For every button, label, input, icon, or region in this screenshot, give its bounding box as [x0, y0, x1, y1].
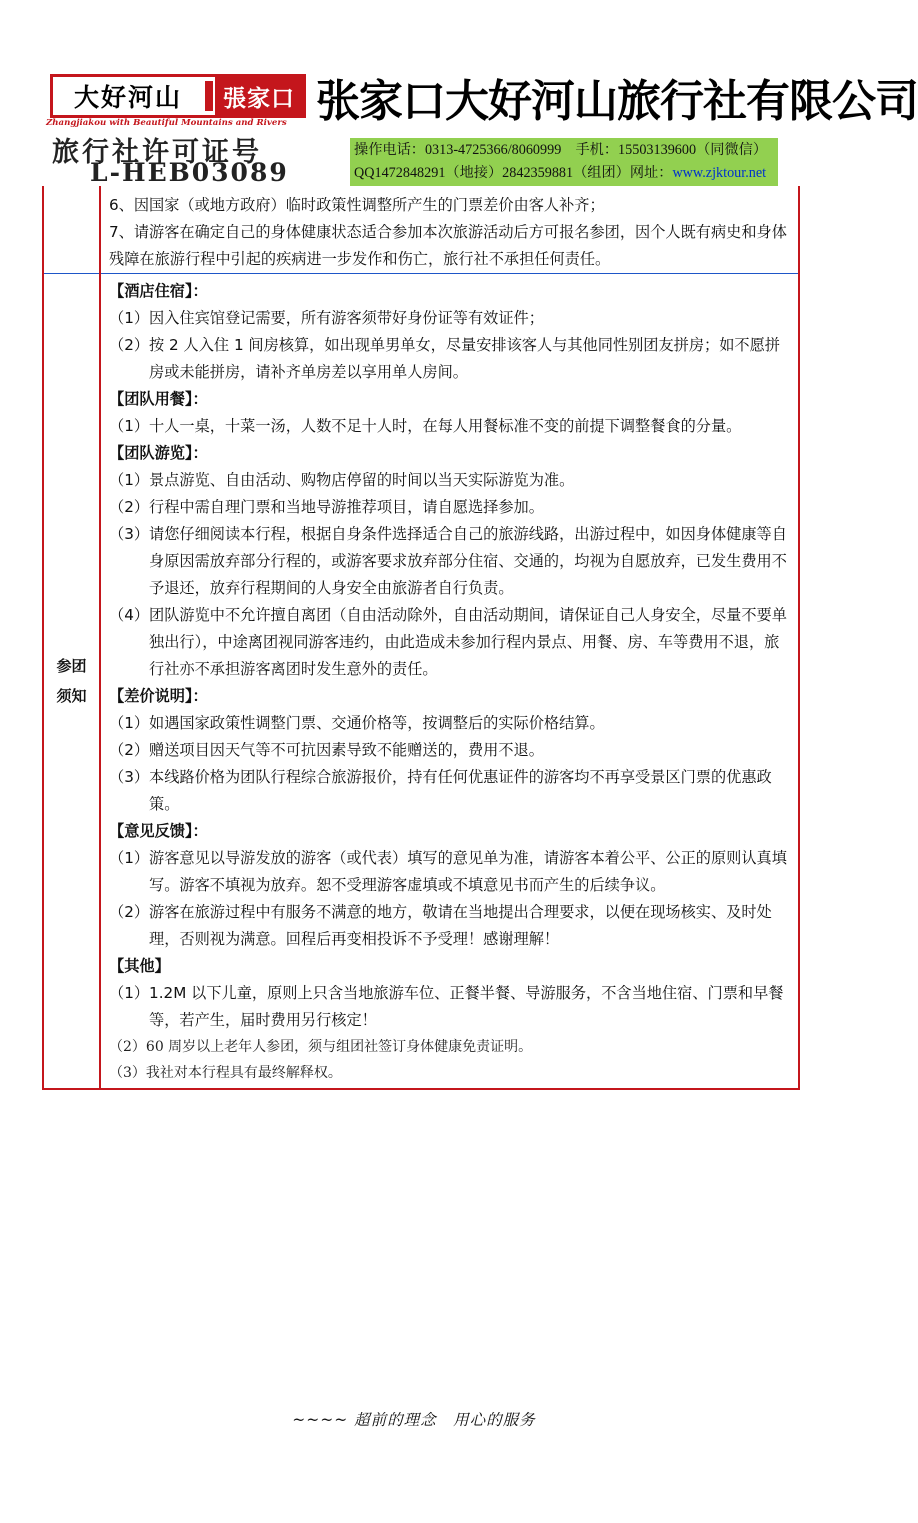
item-text: 景点游览、自由活动、购物店停留的时间以当天实际游览为准。 — [149, 471, 575, 489]
list-item — [109, 980, 792, 1034]
item-number: （1） — [109, 309, 150, 327]
notice-label-cell — [43, 274, 100, 1090]
list-item — [109, 305, 792, 332]
policy-item-6: 6、因国家（或地方政府）临时政策性调整所产生的门票差价由客人补齐； — [109, 196, 605, 214]
item-text: 团队游览中不允许擅自离团（自由活动除外，自由活动期间，请保证自己人身安全，尽量不要单独出行），中途离团视同游客违约，由此造成未参加行程内景点、用餐、房、车等费用不退，旅行社亦不承担游客离团时发生意外的责任。 — [149, 606, 787, 678]
item-number: （1） — [109, 714, 150, 732]
item-number: （1） — [109, 471, 150, 489]
item-number: （4） — [109, 606, 150, 624]
item-number: （2） — [109, 498, 150, 516]
item-text: 请您仔细阅读本行程，根据自身条件选择适合自己的旅游线路，出游过程中，如因身体健康等自身原因需放弃部分行程的，或游客要求放弃部分住宿、交通的，均视为自愿放弃，已发生费用不予退还，放弃行程期间的人身安全由旅游者自行负责。 — [149, 525, 787, 597]
item-number: （2） — [109, 741, 150, 759]
item-text: 游客在旅游过程中有服务不满意的地方，敬请在当地提出合理要求，以便在现场核实、及时处理，否则视为满意。回程后再变相投诉不予受理！感谢理解！ — [149, 903, 772, 948]
item-number: （1） — [109, 417, 150, 435]
item-number: （1） — [109, 849, 150, 867]
table-row-notice — [43, 274, 799, 1090]
notice-label-line2: 须知 — [56, 687, 87, 705]
table-row-policy — [43, 186, 799, 274]
item-text: 本线路价格为团队行程综合旅游报价，持有任何优惠证件的游客均不再享受景区门票的优惠政策。 — [149, 768, 772, 813]
notice-label-line1: 参团 — [56, 657, 87, 675]
item-text: 1.2M 以下儿童，原则上只含当地旅游车位、正餐半餐、导游服务，不含当地住宿、门票和早餐等，若产生，届时费用另行核定！ — [149, 984, 784, 1029]
list-item — [109, 710, 792, 737]
item-text: 十人一桌，十菜一汤，人数不足十人时，在每人用餐标准不变的前提下调整餐食的分量。 — [149, 417, 742, 435]
list-item — [109, 413, 792, 440]
company-name: 张家口大好河山旅行社有限公司 — [316, 76, 918, 127]
footer-slogan: ~~~~ 超前的理念 用心的服务 — [292, 1411, 536, 1429]
policy-item-7: 7、请游客在确定自己的身体健康状态适合参加本次旅游活动后方可报名参团，因个人既有病史和身体残障在旅游行程中引起的疾病进一步发作和伤亡，旅行社不承担任何责任。 — [109, 223, 787, 268]
contact-qq-text: QQ1472848291（地接）2842359881（组团）网址： — [354, 165, 673, 181]
list-item — [109, 602, 792, 683]
list-item — [109, 764, 792, 818]
logo-text-right: 張家口 — [215, 77, 303, 115]
website-link[interactable]: www.zjktour.net — [672, 165, 767, 181]
list-item — [109, 332, 792, 386]
license-label: 旅行社许可证号 — [52, 137, 262, 168]
section-heading-other: 【其他】 — [109, 957, 170, 975]
contact-info-box — [350, 138, 778, 186]
list-item — [109, 494, 792, 521]
section-heading-price: 【差价说明】： — [109, 687, 208, 705]
contact-phone-line: 操作电话：0313-4725366/8060999 手机：15503139600（同微信） — [354, 142, 768, 158]
list-item — [109, 467, 792, 494]
item-text: 按 2 人入住 1 间房核算，如出现单男单女，尽量安排该客人与其他同性别团友拼房；如不愿拼房或未能拼房，请补齐单房差以享用单人房间。 — [149, 336, 780, 381]
other-item-3: （3）我社对本行程具有最终解释权。 — [109, 1065, 342, 1081]
section-heading-tour: 【团队游览】： — [109, 444, 208, 462]
section-heading-hotel: 【酒店住宿】： — [109, 282, 208, 300]
item-text: 如遇国家政策性调整门票、交通价格等，按调整后的实际价格结算。 — [149, 714, 605, 732]
notice-table — [42, 186, 800, 1090]
policy-content-cell — [100, 186, 799, 274]
contact-qq-line — [354, 162, 774, 185]
section-heading-feedback: 【意见反馈】： — [109, 822, 208, 840]
empty-label-cell — [43, 186, 100, 274]
item-number: （2） — [109, 336, 150, 354]
list-item — [109, 737, 792, 764]
item-number: （2） — [109, 903, 150, 921]
company-logo — [50, 74, 306, 118]
item-number: （3） — [109, 768, 150, 786]
notice-content-cell — [100, 274, 799, 1090]
item-number: （1） — [109, 984, 150, 1002]
item-number: （3） — [109, 525, 150, 543]
license-number: L-HEB03089 — [90, 158, 289, 187]
other-item-2: （2）60 周岁以上老年人参团，须与组团社签订身体健康免责证明。 — [109, 1039, 533, 1055]
list-item — [109, 845, 792, 899]
list-item — [109, 899, 792, 953]
item-text: 行程中需自理门票和当地导游推荐项目，请自愿选择参加。 — [149, 498, 544, 516]
item-text: 因入住宾馆登记需要，所有游客须带好身份证等有效证件； — [149, 309, 544, 327]
item-text: 游客意见以导游发放的游客（或代表）填写的意见单为准，请游客本着公平、公正的原则认真填写。游客不填视为放弃。恕不受理游客虚填或不填意见书而产生的后续争议。 — [149, 849, 787, 894]
logo-english-tagline: Zhangjiakou with Beautiful Mountains and Rivers — [46, 118, 287, 128]
list-item — [109, 521, 792, 602]
section-heading-meals: 【团队用餐】： — [109, 390, 208, 408]
logo-text-left: 大好河山 — [73, 83, 182, 112]
item-text: 赠送项目因天气等不可抗因素导致不能赠送的，费用不退。 — [149, 741, 544, 759]
logo-seal-mark — [205, 81, 213, 111]
